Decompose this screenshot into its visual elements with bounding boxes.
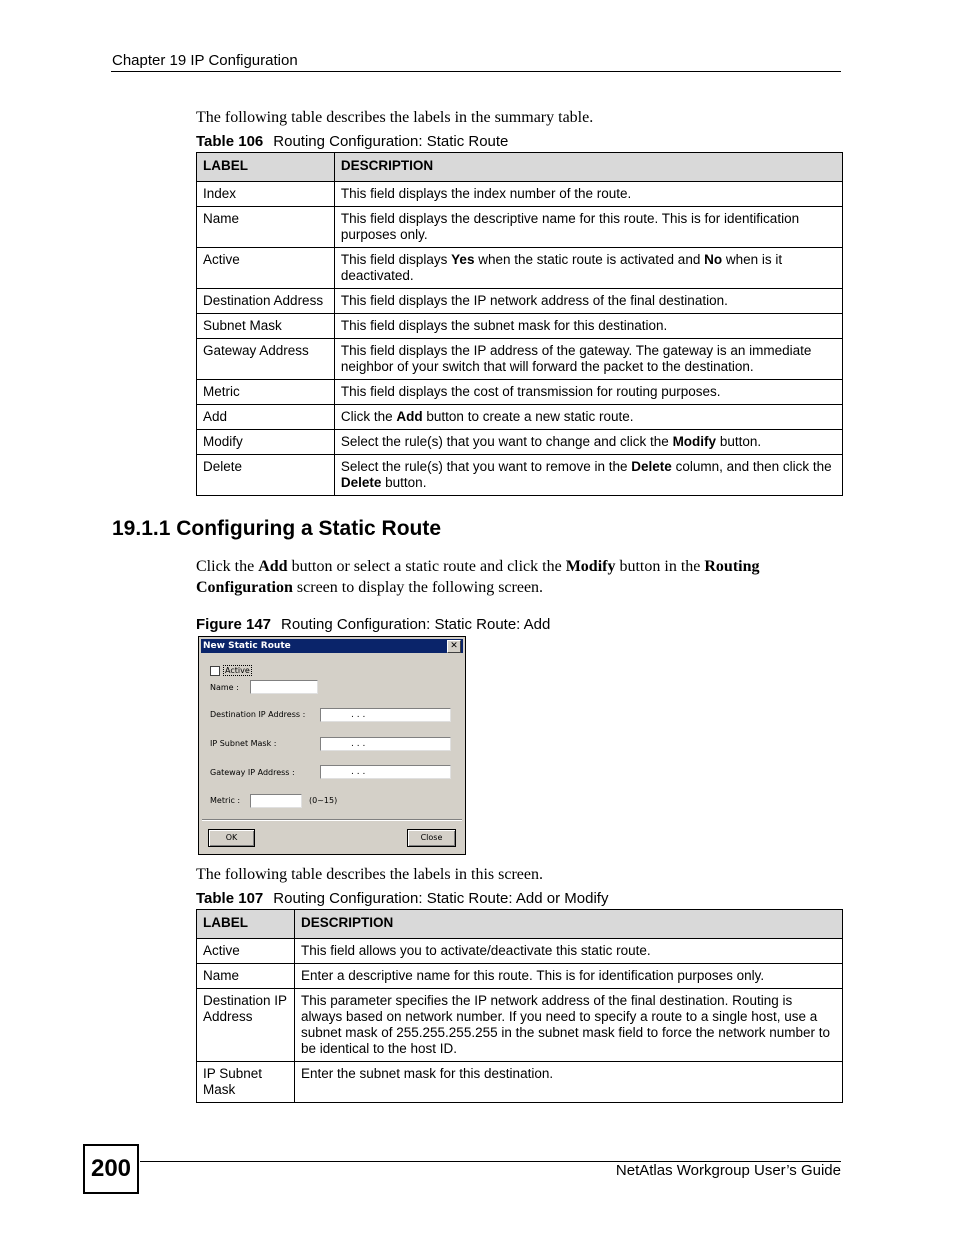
table-header-row — [197, 153, 843, 182]
figure-147-number: Figure 147 — [196, 616, 272, 633]
table-row — [197, 182, 843, 207]
section-paragraph: Click the Add button or select a static route and click the Modify button in the Routing Configuration screen to display the following screen. — [196, 558, 760, 596]
table-106-caption — [196, 133, 508, 150]
row-description: This field displays the subnet mask for this destination. — [334, 314, 842, 339]
row-description: This field displays the index number of the route. — [334, 182, 842, 207]
table-row — [197, 289, 843, 314]
row-description: This field displays the cost of transmission for routing purposes. — [334, 380, 842, 405]
table-header-row — [197, 910, 843, 939]
gateway-ip-input[interactable] — [320, 765, 451, 779]
row-description: This parameter specifies the IP network address of the final destination. Routing is always based on network number. If you need to specify a route to a single host, use a subnet mask of 255.255.255.255 in the subnet mask field to force the network number to be identical to the host ID. — [294, 989, 842, 1062]
active-label: Active — [225, 666, 250, 675]
column-header: DESCRIPTION — [334, 153, 842, 182]
row-label: Delete — [197, 455, 335, 496]
name-input[interactable] — [250, 680, 318, 694]
dialog-divider — [202, 819, 462, 821]
column-header: LABEL — [197, 153, 335, 182]
subnet-mask-input[interactable] — [320, 737, 451, 751]
section-title: 19.1.1 Configuring a Static Route — [112, 517, 442, 540]
row-description: This field displays the IP network address of the final destination. — [334, 289, 842, 314]
row-description: Enter the subnet mask for this destination. — [294, 1062, 842, 1103]
page-number: 200 — [83, 1144, 139, 1194]
dialog-title: New Static Route — [203, 641, 291, 651]
row-description: Click the Add button to create a new static route. — [334, 405, 842, 430]
ok-button[interactable]: OK — [208, 829, 255, 847]
table-106 — [196, 152, 843, 496]
new-static-route-dialog — [198, 636, 466, 855]
table-row — [197, 314, 843, 339]
dialog-titlebar — [201, 639, 463, 653]
destination-ip-input[interactable] — [320, 708, 451, 722]
chapter-header: Chapter 19 IP Configuration — [112, 52, 298, 69]
row-description: Enter a descriptive name for this route. This is for identification purposes only. — [294, 964, 842, 989]
name-label: Name : — [210, 683, 239, 692]
gateway-ip-label: Gateway IP Address : — [210, 768, 295, 777]
table-106-number: Table 106 — [196, 133, 264, 150]
table-107 — [196, 909, 843, 1103]
row-label: IP Subnet Mask — [197, 1062, 295, 1103]
metric-label: Metric : — [210, 796, 241, 805]
destination-ip-label: Destination IP Address : — [210, 710, 306, 719]
guide-title: NetAtlas Workgroup User’s Guide — [615, 1162, 841, 1179]
table-row — [197, 964, 843, 989]
row-label: Active — [197, 248, 335, 289]
row-description: This field displays the IP address of the gateway. The gateway is an immediate neighbor of your switch that will forward the packet to the destination. — [334, 339, 842, 380]
table-106-title: Routing Configuration: Static Route — [273, 133, 509, 150]
row-label: Add — [197, 405, 335, 430]
table-row — [197, 405, 843, 430]
row-label: Name — [197, 207, 335, 248]
row-label: Destination IP Address — [197, 989, 295, 1062]
table-107-title: Routing Configuration: Static Route: Add or Modify — [273, 890, 609, 907]
intro-paragraph-2: The following table describes the labels in this screen. — [196, 866, 544, 883]
metric-range-hint: (0~15) — [309, 796, 338, 805]
column-header: DESCRIPTION — [294, 910, 842, 939]
table-row — [197, 989, 843, 1062]
table-107-number: Table 107 — [196, 890, 264, 907]
table-row — [197, 455, 843, 496]
row-label: Modify — [197, 430, 335, 455]
ip-separators: . . . — [351, 739, 366, 749]
table-row — [197, 380, 843, 405]
figure-147-caption — [196, 616, 550, 633]
row-description: Select the rule(s) that you want to remove in the Delete column, and then click the Delete button. — [334, 455, 842, 496]
metric-input[interactable] — [250, 794, 302, 808]
row-label: Active — [197, 939, 295, 964]
row-label: Name — [197, 964, 295, 989]
subnet-mask-label: IP Subnet Mask : — [210, 739, 277, 748]
table-row — [197, 430, 843, 455]
table-row — [197, 339, 843, 380]
ip-separators: . . . — [351, 710, 366, 720]
row-description: This field displays Yes when the static route is activated and No when is it deactivated. — [334, 248, 842, 289]
header-rule — [111, 71, 841, 72]
table-row — [197, 939, 843, 964]
close-button[interactable]: Close — [407, 829, 456, 847]
table-row — [197, 248, 843, 289]
row-label: Index — [197, 182, 335, 207]
table-row — [197, 207, 843, 248]
figure-147-title: Routing Configuration: Static Route: Add — [281, 616, 551, 633]
row-description: This field allows you to activate/deactivate this static route. — [294, 939, 842, 964]
column-header: LABEL — [197, 910, 295, 939]
table-107-caption — [196, 890, 608, 907]
row-label: Metric — [197, 380, 335, 405]
row-description: This field displays the descriptive name for this route. This is for identification purposes only. — [334, 207, 842, 248]
row-label: Subnet Mask — [197, 314, 335, 339]
close-icon[interactable]: ✕ — [447, 640, 461, 653]
active-checkbox[interactable] — [210, 666, 220, 676]
intro-paragraph: The following table describes the labels in the summary table. — [196, 109, 594, 126]
row-label: Gateway Address — [197, 339, 335, 380]
ip-separators: . . . — [351, 767, 366, 777]
row-label: Destination Address — [197, 289, 335, 314]
row-description: Select the rule(s) that you want to change and click the Modify button. — [334, 430, 842, 455]
table-row — [197, 1062, 843, 1103]
